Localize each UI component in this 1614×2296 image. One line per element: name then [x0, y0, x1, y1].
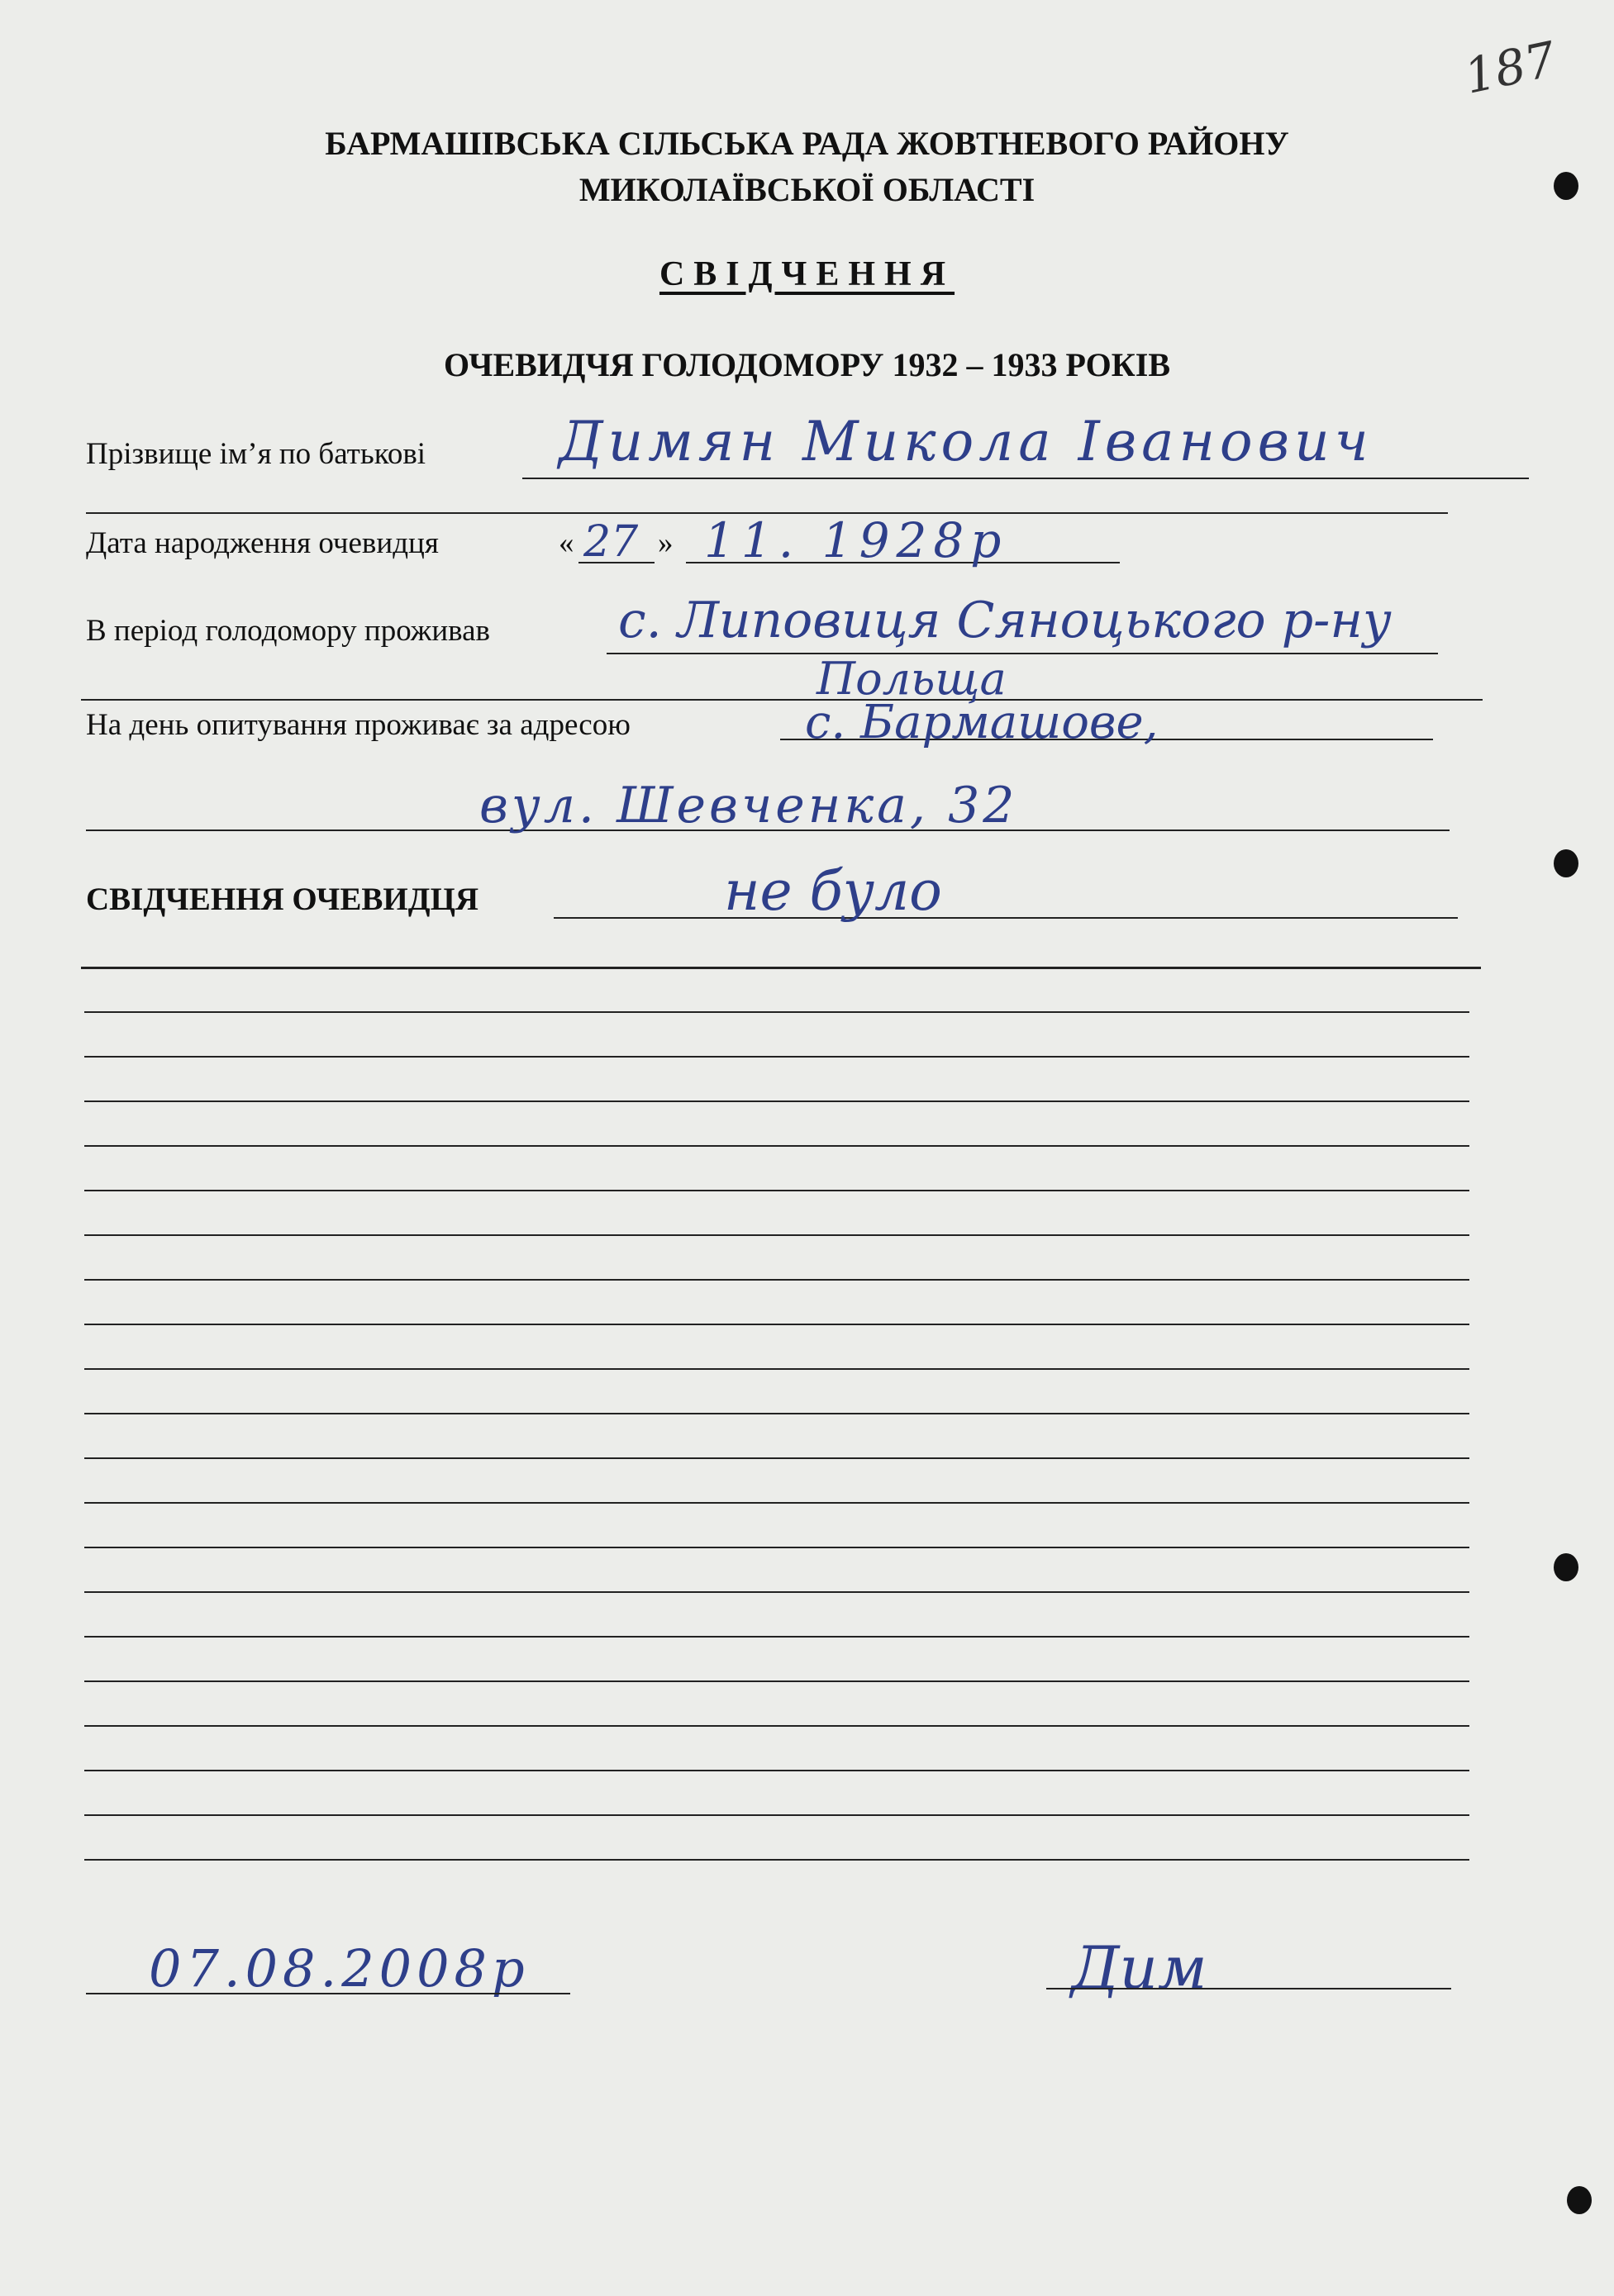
blank-line [84, 1680, 1469, 1682]
residence-label: В період голодомору проживав [86, 614, 491, 648]
birth-quote-close: » [658, 526, 674, 560]
signature: Дим [1071, 1933, 1207, 2003]
blank-line [84, 1190, 1469, 1191]
blank-line [84, 1591, 1469, 1593]
address-value: с. Бармашове, [805, 696, 1159, 749]
blank-line [84, 1636, 1469, 1638]
punch-hole [1554, 849, 1578, 877]
blank-line [84, 1457, 1469, 1459]
blank-line [84, 1413, 1469, 1414]
document-title: СВІДЧЕННЯ [659, 255, 955, 293]
blank-line [84, 1234, 1469, 1236]
testimony-label: СВІДЧЕННЯ ОЧЕВИДЦЯ [86, 882, 479, 917]
blank-line [84, 1100, 1469, 1102]
blank-line [84, 1770, 1469, 1771]
residence-value: с. Липовиця Сяноцького р-ну [618, 592, 1392, 649]
blank-line [84, 1011, 1469, 1013]
blank-line [84, 1368, 1469, 1370]
punch-hole [1567, 2186, 1592, 2214]
document-subtitle: ОЧЕВИДЧЯ ГОЛОДОМОРУ 1932 – 1933 РОКІВ [443, 346, 1171, 383]
birth-date-label: Дата народження очевидця [86, 526, 439, 560]
residence-line-2 [81, 699, 1483, 701]
blank-line [84, 1056, 1469, 1058]
testimony-value: не було [724, 859, 942, 923]
archive-number: 187 [1459, 31, 1561, 105]
header-line-2: МИКОЛАЇВСЬКОЇ ОБЛАСТІ [578, 171, 1036, 208]
address-label: На день опитування проживає за адресою [86, 708, 631, 742]
testimony-separator [81, 967, 1481, 969]
blank-line [84, 1725, 1469, 1727]
footer-date: 07.08.2008р [149, 1938, 530, 1999]
blank-line [84, 1324, 1469, 1325]
testimony-line [554, 917, 1458, 919]
signature-line [1046, 1988, 1451, 1989]
punch-hole [1554, 1553, 1578, 1581]
name-line [522, 478, 1529, 479]
header-line-1: БАРМАШІВСЬКА СІЛЬСЬКА РАДА ЖОВТНЕВОГО РАЙОНУ [325, 125, 1289, 162]
name-label: Прізвище ім’я по батькові [86, 437, 426, 471]
birth-quote-open: « [559, 526, 574, 560]
blank-line [84, 1814, 1469, 1816]
address-value-2: вул. Шевченка, 32 [479, 777, 1018, 834]
residence-value-2: Польща [817, 653, 1007, 705]
blank-line [84, 1547, 1469, 1548]
date-line [86, 1993, 570, 1994]
blank-line [84, 1145, 1469, 1147]
blank-line [84, 1279, 1469, 1281]
blank-line [84, 1859, 1469, 1861]
name-value: Димян Микола Іванович [559, 410, 1374, 473]
punch-hole [1554, 172, 1578, 200]
birth-day: 27 [583, 517, 639, 567]
blank-line [84, 1502, 1469, 1504]
birth-rest: 11. 1928р [704, 512, 1008, 568]
residence-line [607, 653, 1438, 654]
